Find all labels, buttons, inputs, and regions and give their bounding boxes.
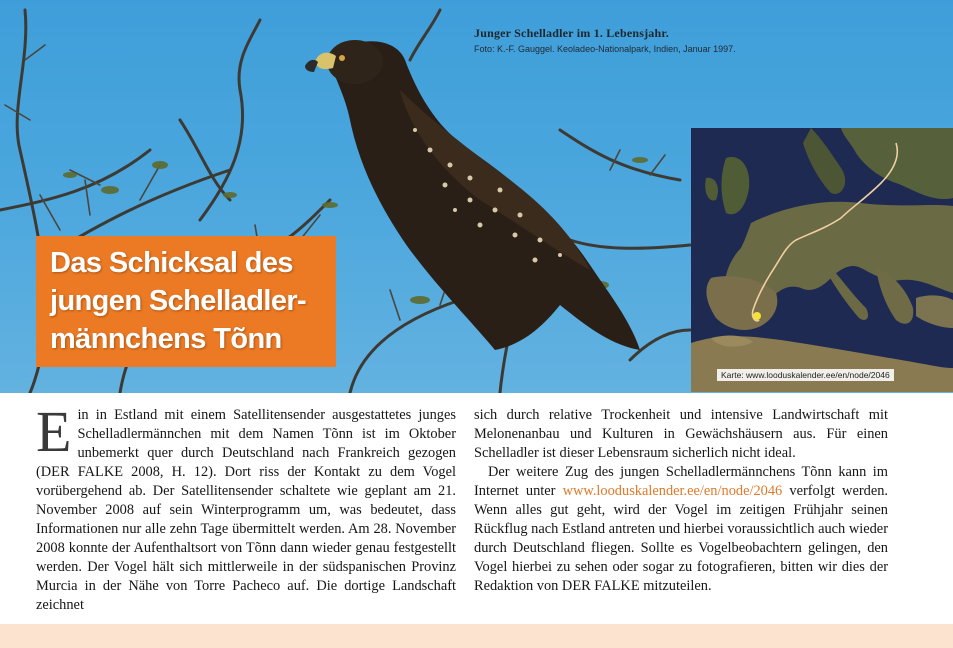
headline-box xyxy=(36,236,336,367)
map-credit: Karte: www.looduskalender.ee/en/node/2046 xyxy=(717,369,894,381)
photo-caption-title: Junger Schelladler im 1. Lebensjahr. xyxy=(474,26,669,40)
article-col1-text: in in Estland mit einem Satellitensender ausgestattetes junges Schelladlermännchen mit dem Namen Tõnn ist im Oktober unbemerkt quer durch Deutschland nach Frankreich gezogen (DER FALKE 2008, H. 12). Dort riss der Kontakt zu dem Vogel vorübergehend ab. Der Satellitensender schaltete wie geplant am 21. November 2008 auf sein Winterprogramm um, was bedeutet, dass Informationen nur alle zehn Tage übermittelt werden. Am 28. November 2008 konnte der Aufenthaltsort von Tõnn dann wieder genau festgestellt werden. Der Vogel hält sich mittlerweile in der südspanischen Provinz Murcia in der Nähe von Torre Pacheco auf. Die dortige Landschaft zeichnet xyxy=(36,407,456,613)
article-column-right xyxy=(474,406,888,596)
photo-caption xyxy=(474,26,736,54)
article-column-left xyxy=(36,399,456,615)
article-paragraph-2: sich durch relative Trockenheit und intensive Landwirtschaft mit Melonenanbau und Kulturen in Gewächshäusern aus. Für einen Schelladler ist dieser Lebensraum sicherlich nicht ideal. xyxy=(474,407,888,461)
headline xyxy=(50,244,340,358)
article-p3-after-link: verfolgt werden. Wenn alles gut geht, wird der Vogel im zeitigen Frühjahr seinen Rückflug nach Estland antreten und hierbei voraussichtlich auch wieder durch Deutschland fliegen. Sollte es Vogelbeobachtern gelingen, den Vogel hierbei zu sehen oder sogar zu fotografieren, bitten wir dies der Redaktion von DER FALKE mitzuteilen. xyxy=(474,483,889,594)
article-p3-before-link: Der weitere Zug des jungen Schelladlermännchens Tõnn kann im Internet unter xyxy=(474,464,888,499)
footer-band xyxy=(0,624,953,648)
article-paragraph-1 xyxy=(36,399,456,615)
headline-line-1: Das Schicksal des xyxy=(50,247,293,279)
photo-credit: Foto: K.-F. Gauggel. Keoladeo-Nationalpark, Indien, Januar 1997. xyxy=(474,44,736,54)
headline-line-3: männchens Tõnn xyxy=(50,323,282,355)
migration-map xyxy=(691,128,953,392)
migration-map-image xyxy=(691,128,953,392)
article-paragraph-3 xyxy=(474,463,888,596)
looduskalender-link[interactable]: www.looduskalender.ee/en/node/2046 xyxy=(562,483,783,499)
dropcap: E xyxy=(36,399,72,464)
headline-line-2: jungen Schelladler- xyxy=(50,285,307,317)
